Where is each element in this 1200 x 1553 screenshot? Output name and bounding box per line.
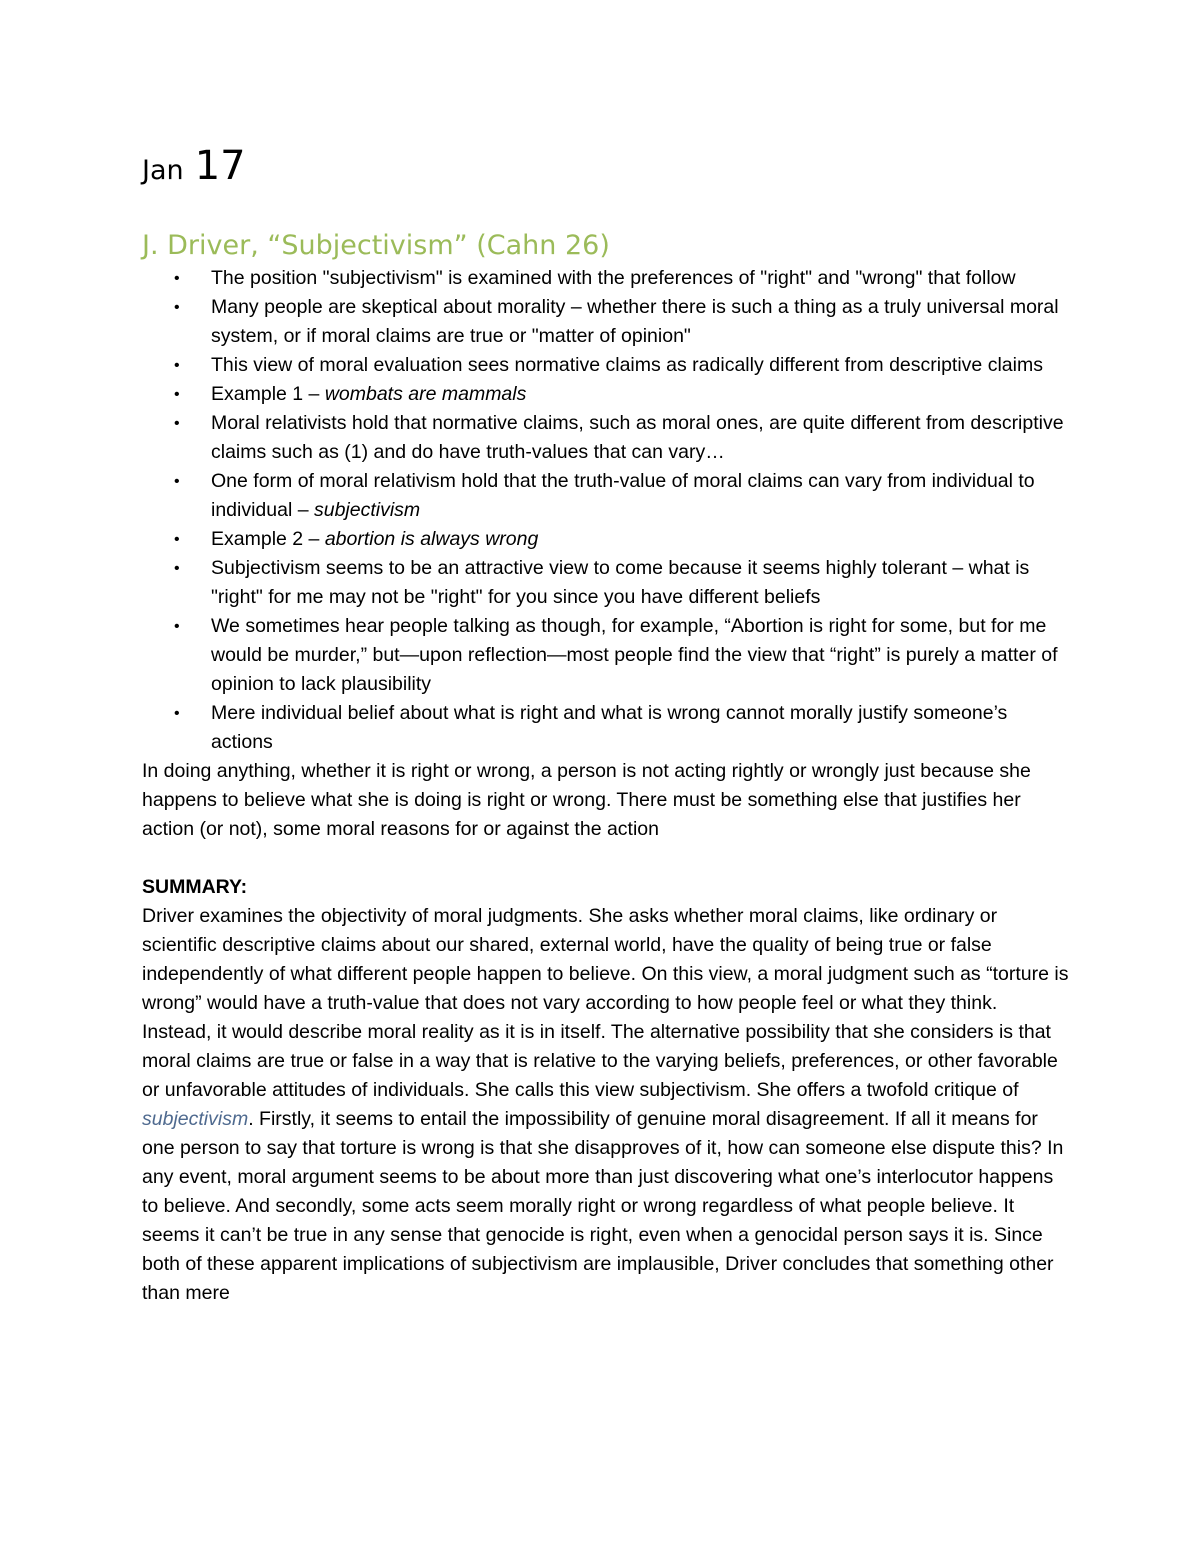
bullet-text: Moral relativists hold that normative claims, such as moral ones, are quite different from descriptive claims such as (1) and do have truth-values that can vary…: [211, 412, 1064, 463]
document-page: [142, 140, 1072, 1308]
subjectivism-link[interactable]: subjectivism: [142, 1108, 249, 1130]
bullet-item: [142, 409, 1072, 467]
bullet-icon: •: [174, 560, 180, 577]
date-day: 17: [194, 143, 246, 189]
bullet-icon: •: [174, 473, 180, 490]
bullet-text: Many people are skeptical about morality – whether there is such a thing as a truly universal moral system, or if moral claims are true or "matter of opinion": [211, 296, 1059, 347]
bullet-text: Subjectivism seems to be an attractive view to come because it seems highly tolerant – what is "right" for me may not be "right" for you since you have different beliefs: [211, 557, 1030, 608]
body-paragraph: In doing anything, whether it is right or wrong, a person is not acting rightly or wrongly just because she happens to believe what she is doing is right or wrong. There must be something else that justifies her action (or not), some moral reasons for or against the action: [142, 760, 1031, 840]
bullet-item: [142, 467, 1072, 525]
bullet-item: [142, 351, 1072, 380]
bullet-icon: •: [174, 270, 180, 287]
bullet-icon: •: [174, 618, 180, 635]
bullet-text: The position "subjectivism" is examined with the preferences of "right" and "wrong" that follow: [211, 267, 1016, 289]
date-line: [142, 140, 1072, 192]
bullet-icon: •: [174, 386, 180, 403]
bullet-item: [142, 699, 1072, 757]
bullet-item: [142, 554, 1072, 612]
bullet-item: [142, 293, 1072, 351]
bullet-item: [142, 525, 1072, 554]
blank-line: [142, 844, 1072, 873]
bullet-italic-text: subjectivism: [313, 499, 421, 521]
bullet-text: Mere individual belief about what is right and what is wrong cannot morally justify someone’s actions: [211, 702, 1008, 753]
bullet-icon: •: [174, 415, 180, 432]
summary-label: SUMMARY:: [142, 876, 248, 898]
bullet-item: [142, 380, 1072, 409]
bullet-text: One form of moral relativism hold that the truth-value of moral claims can vary from individual to individual –: [211, 470, 1035, 521]
summary-text-1: Driver examines the objectivity of moral judgments. She asks whether moral claims, like ordinary or scientific descriptive claims about our shared, external world, have the quality of being true or false independently of what different people happen to believe. On this view, a moral judgment such as “torture is wrong” would have a truth-value that does not vary according to how people feel or what they think. Instead, it would describe moral reality as it is in itself. The alternative possibility that she considers is that moral claims are true or false in a way that is relative to the varying beliefs, preferences, or other favorable or unfavorable attitudes of individuals. She calls this view subjectivism. She offers a twofold critique of: [142, 905, 1069, 1101]
section-heading: J. Driver, “Subjectivism” (Cahn 26): [142, 230, 610, 261]
bullet-text: Example 2 –: [211, 528, 325, 550]
bullet-item: [142, 264, 1072, 293]
bullet-item: [142, 612, 1072, 699]
bullet-list: [142, 264, 1072, 757]
bullet-icon: •: [174, 357, 180, 374]
bullet-icon: •: [174, 299, 180, 316]
bullet-text: We sometimes hear people talking as though, for example, “Abortion is right for some, but for me would be murder,” but—upon reflection—most people find the view that “right” is purely a matter of opinion to lack plausibility: [211, 615, 1058, 695]
bullet-text: This view of moral evaluation sees normative claims as radically different from descriptive claims: [211, 354, 1043, 376]
bullet-italic-text: abortion is always wrong: [324, 528, 539, 550]
bullet-text: Example 1 –: [211, 383, 325, 405]
summary-paragraph: [142, 902, 1072, 1308]
bullet-icon: •: [174, 705, 180, 722]
bullet-italic-text: wombats are mammals: [324, 383, 527, 405]
bullet-icon: •: [174, 531, 180, 548]
summary-text-2: . Firstly, it seems to entail the impossibility of genuine moral disagreement. If all it means for one person to say that torture is wrong is that she disapproves of it, how can someone else dispute this? In any event, moral argument seems to be about more than just discovering what one’s interlocutor happens to believe. And secondly, some acts seem morally right or wrong regardless of what people believe. It seems it can’t be true in any sense that genocide is right, even when a genocidal person says it is. Since both of these apparent implications of subjectivism are implausible, Driver concludes that something other than mere: [142, 1108, 1064, 1304]
date-month: Jan: [142, 155, 184, 186]
